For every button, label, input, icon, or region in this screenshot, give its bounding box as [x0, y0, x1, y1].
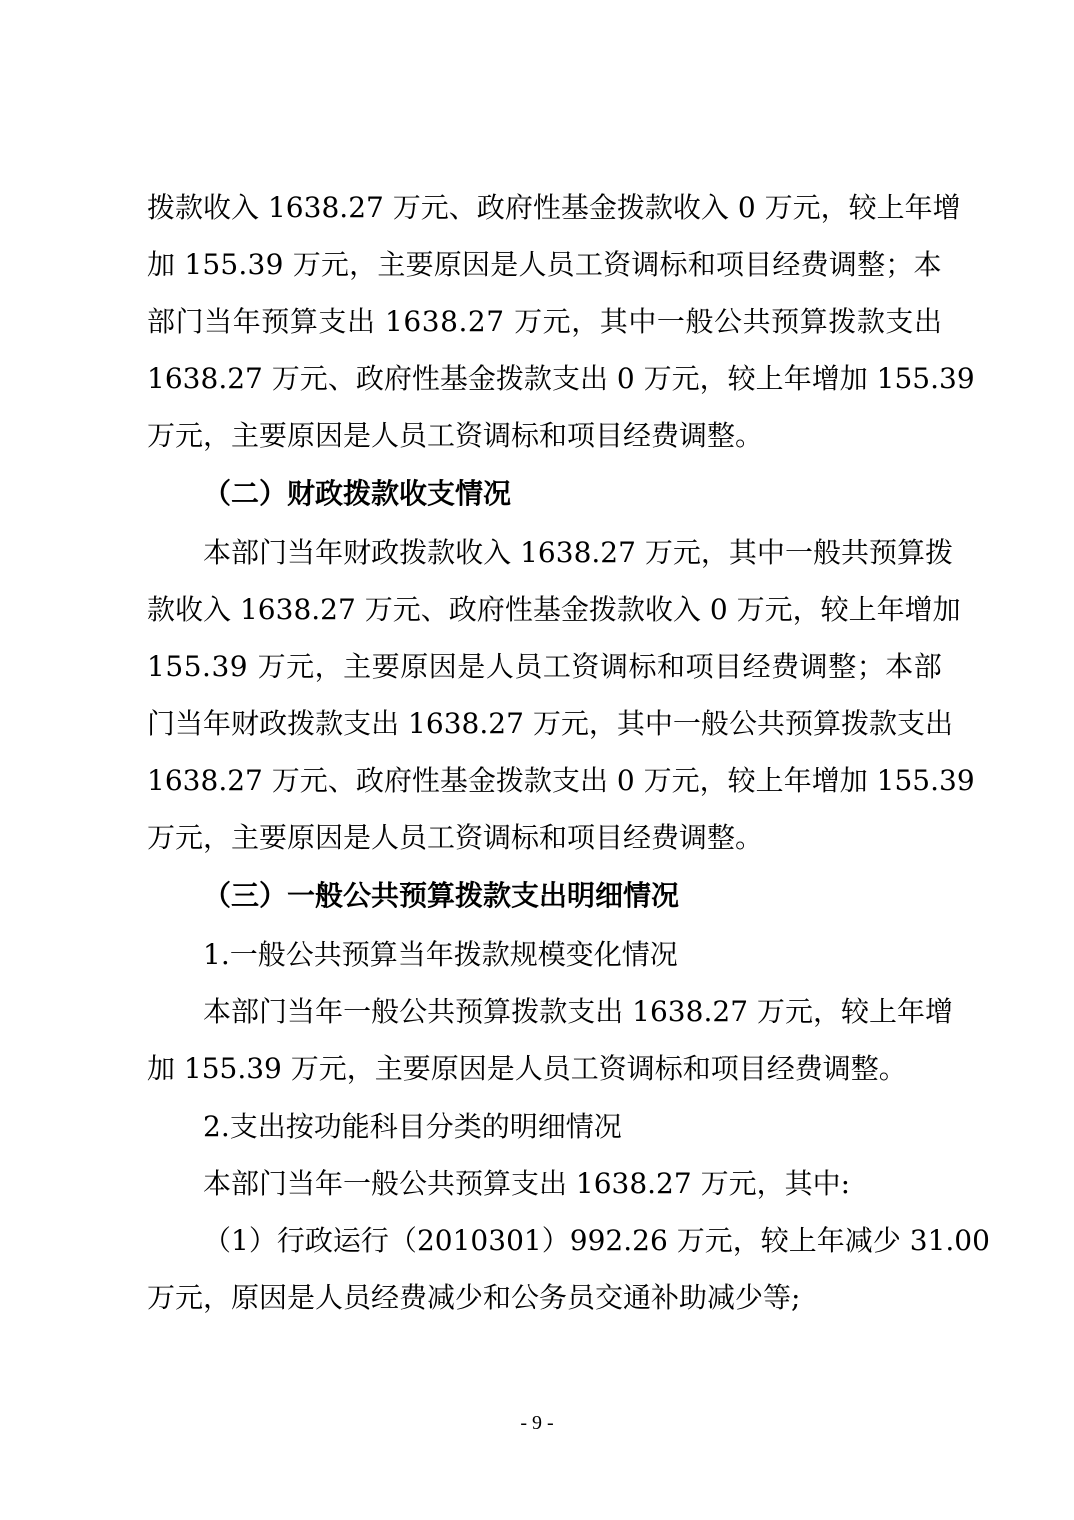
paragraph-line: 万元，主要原因是人员工资调标和项目经费调整。 [147, 419, 764, 452]
paragraph-line: 门 当 年 财 政 拨 款 支 出 1 6 3 8 . 2 7 万 元 ， 其 中 一 般 公 共 预 算 拨 款 支 出 [147, 707, 954, 740]
section-heading-3: （三）一般公共预算拨款支出明细情况 [203, 879, 680, 912]
paragraph-line: 加 1 5 5 . 3 9 万 元 ， 主 要 原 因 是 人 员 工 资 调 标 和 项 目 经 费 调 整 ； 本 [147, 248, 942, 281]
paragraph-line: 本部门当年一般公共预算支出 1638.27 万元，其中: [203, 1167, 851, 1200]
subsection-heading-1: 1.一般公共预算当年拨款规模变化情况 [203, 938, 678, 971]
paragraph-line: （ 1 ） 行 政 运 行 （ 2 0 1 0 3 0 1 ） 9 9 2 . 2 6 万 元 ， 较 上 年 减 少 3 1 . 0 0 [203, 1224, 990, 1257]
paragraph-line: 本 部 门 当 年 财 政 拨 款 收 入 1 6 3 8 . 2 7 万 元 ， 其 中 一 般 共 预 算 拨 [203, 536, 954, 569]
paragraph-line: 万元，主要原因是人员工资调标和项目经费调整。 [147, 821, 764, 854]
paragraph-line: 万元，原因是人员经费减少和公务员交通补助减少等; [147, 1281, 801, 1314]
paragraph-line: 部 门 当 年 预 算 支 出 1 6 3 8 . 2 7 万 元 ， 其 中 一 般 公 共 预 算 拨 款 支 出 [147, 305, 942, 338]
page-number: - 9 - [520, 1412, 554, 1434]
paragraph-line: 款 收 入 1 6 3 8 . 2 7 万 元 、 政 府 性 基 金 拨 款 收 入 0 万 元 ， 较 上 年 增 加 [147, 593, 961, 626]
paragraph-line: 1 5 5 . 3 9 万 元 ， 主 要 原 因 是 人 员 工 资 调 标 和 项 目 经 费 调 整 ； 本 部 [147, 650, 942, 683]
paragraph-line: 1 6 3 8 . 2 7 万 元 、 政 府 性 基 金 拨 款 支 出 0 万 元 ， 较 上 年 增 加 1 5 5 . 3 9 [147, 362, 975, 395]
paragraph-line: 1 6 3 8 . 2 7 万 元 、 政 府 性 基 金 拨 款 支 出 0 万 元 ， 较 上 年 增 加 1 5 5 . 3 9 [147, 764, 975, 797]
subsection-heading-2: 2.支出按功能科目分类的明细情况 [203, 1110, 622, 1143]
section-heading-2: （二）财政拨款收支情况 [203, 477, 512, 510]
paragraph-line: 拨 款 收 入 1 6 3 8 . 2 7 万 元 、 政 府 性 基 金 拨 款 收 入 0 万 元 ， 较 上 年 增 [147, 191, 961, 224]
paragraph-line: 加 155.39 万元，主要原因是人员工资调标和项目经费调整。 [147, 1052, 907, 1085]
paragraph-line: 本 部 门 当 年 一 般 公 共 预 算 拨 款 支 出 1 6 3 8 . 2 7 万 元 ， 较 上 年 增 [203, 995, 954, 1028]
